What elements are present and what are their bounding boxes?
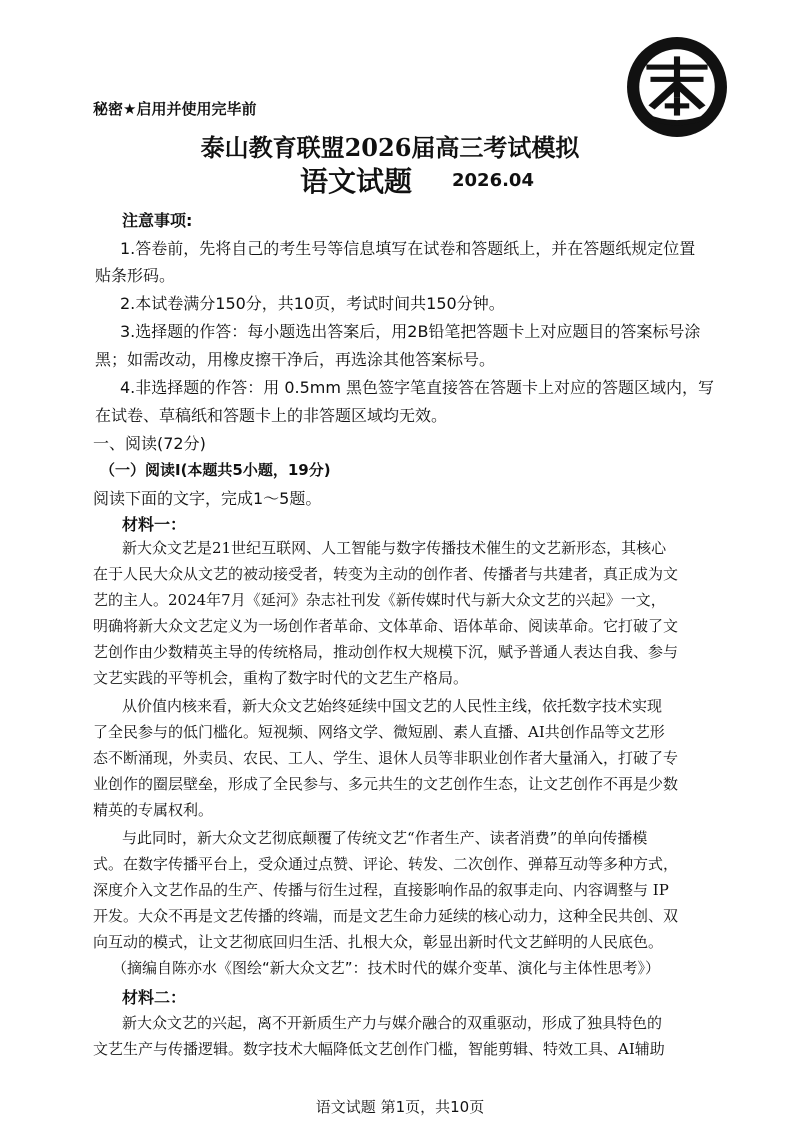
material-1-heading: 材料一： (122, 515, 187, 534)
material-1-line: 了全民参与的低门槛化。短视频、网络文学、微短剧、素人直播、AI共创作品等文艺形 (93, 723, 665, 741)
material-2-heading: 材料二： (122, 988, 187, 1007)
notice-item-1: 1.答卷前，先将自己的考生号等信息填写在试卷和答题纸上，并在答题纸规定位置 (120, 239, 696, 258)
material-1-line: 开发。大众不再是文艺传播的终端，而是文艺生命力延续的核心动力，这种全民共创、双 (93, 907, 679, 925)
material-2-line: 文艺生产与传播逻辑。数字技术大幅降低文艺创作门槛，智能剪辑、特效工具、AI辅助 (93, 1040, 665, 1058)
reading-instruction: 阅读下面的文字，完成1～5题。 (93, 489, 322, 508)
material-1-line: 文艺实践的平等机会，重构了数字时代的文艺生产格局。 (93, 669, 469, 687)
material-1-line: 明确将新大众文艺定义为一场创作者革命、文体革命、语体革命、阅读革命。它打破了文 (93, 617, 679, 635)
material-1-line: 新大众文艺是21世纪互联网、人工智能与数字传播技术催生的文艺新形态，其核心 (122, 539, 667, 557)
material-1-line: 艺的主人。2024年7月《延河》杂志社刊发《新传媒时代与新大众文艺的兴起》一文， (93, 591, 666, 609)
confidential-label: 秘密★启用并使用完毕前 (93, 100, 257, 118)
material-1-line: 态不断涌现，外卖员、农民、工人、学生、退休人员等非职业创作者大量涌入，打破了专 (93, 749, 679, 767)
material-1-source: （摘编自陈亦水《图绘“新大众文艺”：技术时代的媒介变革、演化与主体性思考》） (112, 959, 661, 977)
material-1-line: 艺创作由少数精英主导的传统格局，推动创作权大规模下沉，赋予普通人表达自我、参与 (93, 643, 679, 661)
material-1-line: 深度介入文艺作品的生产、传播与衍生过程，直接影响作品的叙事走向、内容调整与 IP (93, 881, 669, 899)
material-1-line: 业创作的圈层壁垒，形成了全民参与、多元共生的文艺创作生态，让文艺创作不再是少数 (93, 775, 679, 793)
material-1-line: 与此同时，新大众文艺彻底颠覆了传统文艺“作者生产、读者消费”的单向传播模 (122, 829, 648, 847)
material-1-line: 向互动的模式，让文艺彻底回归生活、扎根大众，彰显出新时代文艺鲜明的人民底色。 (93, 933, 664, 951)
notice-item-1-cont: 贴条形码。 (95, 266, 176, 285)
notice-item-3-cont: 黑；如需改动，用橡皮擦干净后，再选涂其他答案标号。 (95, 350, 496, 369)
material-1-line: 从价值内核来看，新大众文艺始终延续中国文艺的人民性主线，依托数字技术实现 (122, 697, 663, 715)
material-1-line: 式。在数字传播平台上，受众通过点赞、评论、转发、二次创作、弹幕互动等多种方式， (93, 855, 679, 873)
notice-item-2: 2.本试卷满分150分，共10页，考试时间共150分钟。 (120, 294, 505, 313)
material-1-line: 在于人民大众从文艺的被动接受者，转变为主动的创作者、传播者与共建者，真正成为文 (93, 565, 679, 583)
material-2-line: 新大众文艺的兴起，离不开新质生产力与媒介融合的双重驱动，形成了独具特色的 (122, 1014, 663, 1032)
material-1-line: 精英的专属权利。 (93, 801, 214, 819)
subsection-heading: （一）阅读Ⅰ(本题共5小题，19分) (100, 461, 331, 479)
notice-heading: 注意事项: (122, 211, 193, 230)
part-heading: 一、阅读(72分) (93, 434, 206, 453)
notice-item-4: 4.非选择题的作答：用 0.5mm 黑色签字笔直接答在答题卡上对应的答题区域内，写 (120, 378, 715, 397)
notice-item-4-cont: 在试卷、草稿纸和答题卡上的非答题区域均无效。 (95, 406, 448, 425)
exam-date: 2026.04 (452, 170, 534, 191)
subject-title: 语文试题 (300, 165, 413, 198)
notice-item-3: 3.选择题的作答：每小题选出答案后，用2B铅笔把答题卡上对应题目的答案标号涂 (120, 322, 701, 341)
exam-title: 泰山教育联盟2026届高三考试模拟 (200, 133, 580, 162)
exam-logo (626, 36, 728, 138)
page-footer: 语文试题 第1页，共10页 (315, 1098, 485, 1116)
